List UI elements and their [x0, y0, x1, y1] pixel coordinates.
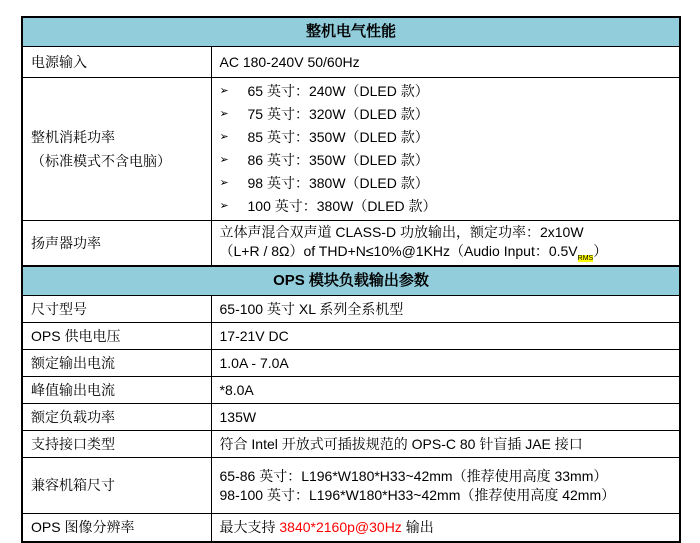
chassis-line2: 98-100 英寸：L196*W180*H33~42mm（推荐使用高度 42mm）: [219, 486, 616, 503]
row-value-ops-voltage: 17-21V DC: [211, 323, 680, 350]
row-label-rated-load-power: 额定负载功率: [22, 404, 211, 431]
list-item: [212, 80, 680, 103]
row-label-chassis-size: 兼容机箱尺寸: [22, 458, 211, 514]
table-row-rated-current: [22, 350, 680, 377]
row-value-chassis-size: [211, 458, 680, 514]
consumption-item-text: 100 英寸：380W（DLED 款）: [247, 198, 437, 215]
list-item: [212, 149, 680, 172]
row-label-power-input: 电源输入: [22, 47, 211, 78]
list-item: [212, 103, 680, 126]
row-label-ops-voltage: OPS 供电电压: [22, 323, 211, 350]
section-header-electrical: [22, 17, 680, 47]
row-value-model-size: 65-100 英寸 XL 系列全系机型: [211, 296, 680, 323]
speaker-line1: 立体声混合双声道 CLASS-D 功放输出，额定功率：2x10W: [219, 223, 584, 240]
arrow-bullet-icon: ➢: [219, 108, 229, 121]
table-row-interface-type: [22, 431, 680, 458]
speaker-line2-suffix: ）: [593, 242, 608, 259]
arrow-bullet-icon: ➢: [219, 85, 229, 98]
chassis-line1: 65-86 英寸：L196*W180*H33~42mm（推荐使用高度 33mm）: [219, 467, 608, 484]
consumption-item-text: 85 英寸：350W（DLED 款）: [247, 129, 429, 146]
row-label-consumption: [22, 78, 211, 221]
table-row-rated-load-power: [22, 404, 680, 431]
section-title-ops: OPS 模块负载输出参数: [22, 266, 680, 296]
consumption-item-text: 75 英寸：320W（DLED 款）: [247, 106, 429, 123]
list-item: [212, 126, 680, 149]
row-value-interface-type: 符合 Intel 开放式可插拔规范的 OPS-C 80 针盲插 JAE 接口: [211, 431, 680, 458]
list-item: [212, 172, 680, 195]
row-value-consumption: [211, 78, 680, 221]
arrow-bullet-icon: ➢: [219, 154, 229, 167]
resolution-suffix: 输出: [401, 519, 434, 536]
arrow-bullet-icon: ➢: [219, 177, 229, 190]
section-title-electrical: 整机电气性能: [22, 17, 680, 47]
table-row-resolution: [22, 514, 680, 543]
row-label-peak-current: 峰值输出电流: [22, 377, 211, 404]
row-value-rated-current: 1.0A - 7.0A: [211, 350, 680, 377]
list-item: [212, 195, 680, 218]
table-row-consumption: [22, 78, 680, 221]
row-value-peak-current: *8.0A: [211, 377, 680, 404]
consumption-item-text: 86 英寸：350W（DLED 款）: [247, 152, 429, 169]
table-row-peak-current: [22, 377, 680, 404]
row-label-speaker: 扬声器功率: [22, 221, 211, 267]
table-row-chassis-size: [22, 458, 680, 514]
speaker-line2-prefix: （L+R / 8Ω）of THD+N≤10%@1KHz（Audio Input：0.5V: [219, 242, 578, 259]
resolution-prefix: 最大支持: [219, 519, 280, 536]
row-value-speaker: [211, 221, 680, 267]
spec-table: [21, 16, 681, 543]
consumption-label-line1: 整机消耗功率: [31, 129, 115, 145]
arrow-bullet-icon: ➢: [219, 200, 229, 213]
table-row-model-size: [22, 296, 680, 323]
consumption-label-line2: （标准模式不含电脑）: [31, 153, 171, 169]
table-row-ops-voltage: [22, 323, 680, 350]
row-value-power-input: AC 180-240V 50/60Hz: [211, 47, 680, 78]
row-value-resolution: [211, 514, 680, 543]
table-row-power-input: [22, 47, 680, 78]
row-label-model-size: 尺寸型号: [22, 296, 211, 323]
table-row-speaker: [22, 221, 680, 267]
consumption-bullet-list: [212, 78, 680, 220]
consumption-item-text: 98 英寸：380W（DLED 款）: [247, 175, 429, 192]
resolution-red-value: 3840*2160p@30Hz: [279, 519, 402, 536]
row-value-rated-load-power: 135W: [211, 404, 680, 431]
consumption-item-text: 65 英寸：240W（DLED 款）: [247, 83, 429, 100]
arrow-bullet-icon: ➢: [219, 131, 229, 144]
row-label-interface-type: 支持接口类型: [22, 431, 211, 458]
row-label-resolution: OPS 图像分辨率: [22, 514, 211, 543]
rms-subscript-highlight: RMS: [577, 254, 594, 262]
speaker-line2: [220, 242, 680, 263]
row-label-rated-current: 额定输出电流: [22, 350, 211, 377]
section-header-ops: [22, 266, 680, 296]
